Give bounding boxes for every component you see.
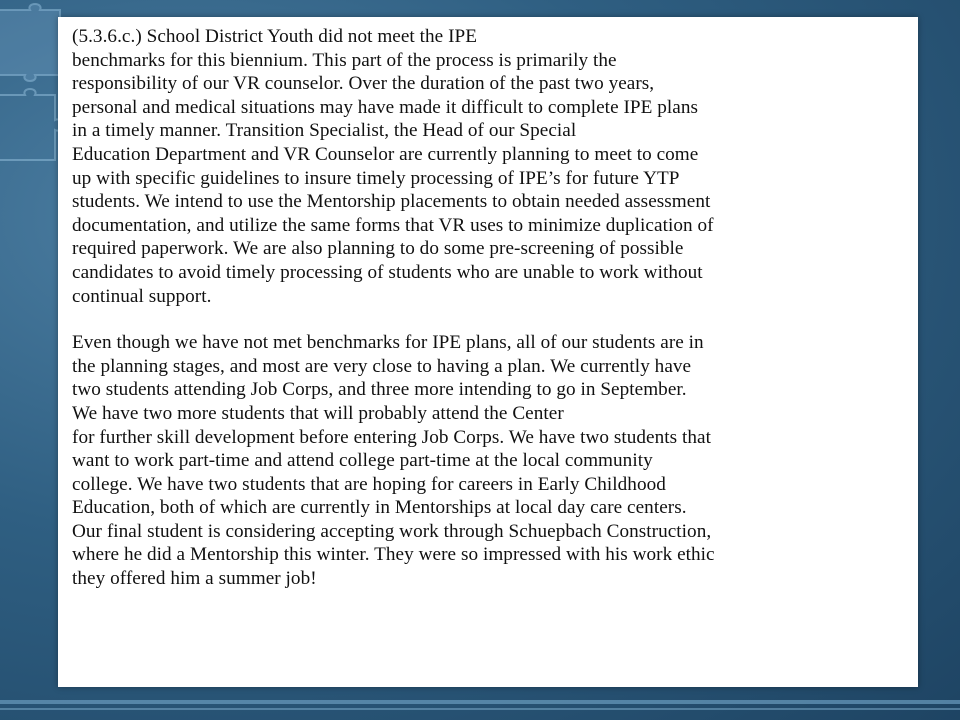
footer-rule (0, 700, 960, 704)
scanned-document (58, 17, 918, 687)
footer-rule-thin (0, 708, 960, 710)
paragraph-ipe-benchmarks: (5.3.6.c.) School District Youth did not meet the IPE benchmarks for this biennium. This part of the process is primarily the responsibility of our VR counselor. Over the duration of the past two years, personal and medical situations may have made it difficult to complete IPE plans in a timely manner. Transition Specialist, the Head of our Special Education Department and VR Counselor are currently planning to meet to come up with specific guidelines to insure timely processing of IPE’s for future YTP students. We intend to use the Mentorship placements to obtain needed assessment documentation, and utilize the same forms that VR uses to minimize duplication of required paperwork. We are also planning to do some pre-screening of possible candidates to avoid timely processing of students who are unable to work without continual support. (72, 26, 714, 307)
paragraph-student-plans: Even though we have not met benchmarks for IPE plans, all of our students are in the planning stages, and most are very close to having a plan. We currently have two students attending Job Corps, and three more intending to go in September. We have two more students that will probably attend the Center for further skill development before entering Job Corps. We have two students that want to work part-time and attend college part-time at the local community college. We have two students that are hoping for careers in Early Childhood Education, both of which are currently in Mentorships at local day care centers. Our final student is considering accepting work through Schuepbach Construction, where he did a Mentorship this winter. They were so impressed with his work ethic they offered him a summer job! (72, 332, 715, 590)
